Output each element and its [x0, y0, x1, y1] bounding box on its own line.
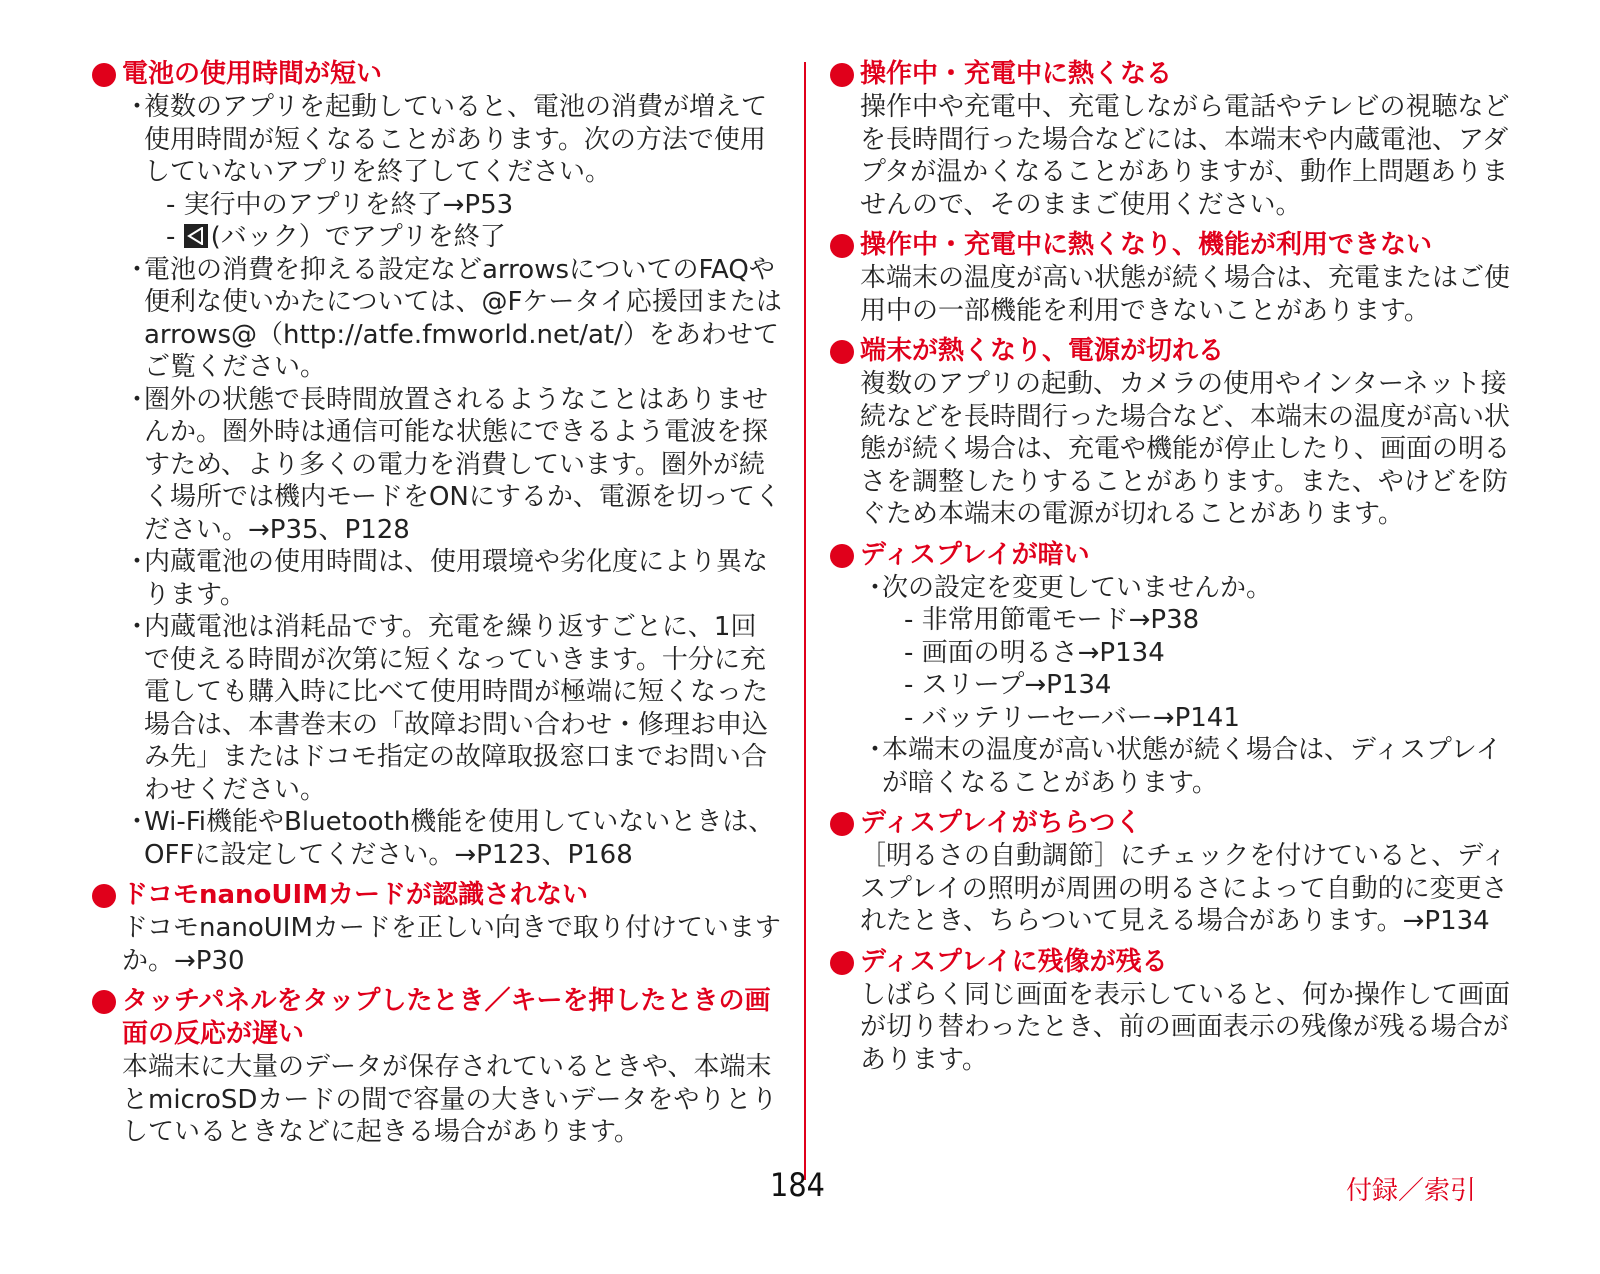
section-body: 本端末の温度が高い状態が続く場合は、充電またはご使用中の一部機能を利用できないことがあります。	[860, 263, 1511, 326]
bullet-dot-icon	[830, 812, 854, 836]
list-item: ・ 本端末の温度が高い状態が続く場合は、ディスプレイが暗くなることがあります。	[862, 735, 1502, 798]
list-item-text: 複数のアプリを起動していると、電池の消費が増えて使用時間が短くなることがあります。次の方法で使用していないアプリを終了してください。	[144, 92, 767, 187]
sub-item: - 画面の明るさ→P134	[904, 637, 1165, 668]
sub-item: - 非常用節電モード→P38	[904, 605, 1200, 635]
bullet-dot-icon	[92, 63, 116, 87]
section-body: 操作中や充電中、充電しながら電話やテレビの視聴などを長時間行った場合などには、本端末や内蔵電池、アダプタが温かくなることがありますが、動作上問題ありませんので、そのままご使用ください。	[860, 92, 1510, 220]
heading-text: 操作中・充電中に熱くなり、機能が利用できない	[860, 230, 1433, 260]
list-item: ・ 内蔵電池の使用時間は、使用環境や劣化度により異なります。	[124, 547, 769, 610]
bullet-dot-icon	[830, 63, 854, 87]
section-body: しばらく同じ画面を表示していると、何か操作して画面が切り替わったとき、前の画面表示の残像が残る場合があります。	[860, 979, 1511, 1075]
sub-item: - スリープ→P134	[904, 670, 1112, 700]
heading-text: 電池の使用時間が短い	[122, 59, 383, 89]
list-item-text: 本端末の温度が高い状態が続く場合は、ディスプレイが暗くなることがあります。	[882, 735, 1502, 798]
bullet-dot-icon	[92, 884, 116, 908]
section-heading	[830, 58, 1520, 91]
bullet-dot-icon	[830, 340, 854, 364]
right-column	[830, 58, 1520, 1084]
left-column	[92, 58, 782, 1157]
list-item-text: 圏外の状態で長時間放置されるようなことはありませんか。圏外時は通信可能な状態にできるよう電波を探すため、より多くの電力を消費しています。圏外が続く場所では機内モードをONにするか、電源を切ってください。→P35、P128	[144, 384, 781, 545]
section-heading	[830, 807, 1520, 840]
bullet-dot-icon	[830, 951, 854, 975]
bullet-dot-icon	[92, 990, 116, 1014]
heading-text: ディスプレイが暗い	[860, 539, 1090, 570]
section-body: ［明るさの自動調節］にチェックを付けていると、ディスプレイの照明が周囲の明るさによって自動的に変更されたとき、ちらついて見える場合があります。→P134	[860, 841, 1508, 936]
heading-text: ディスプレイがちらつく	[860, 808, 1142, 838]
section-heading	[830, 335, 1520, 368]
sub-prefix: -	[166, 222, 184, 252]
list-item-text: 電池の消費を抑える設定などarrowsについてのFAQや便利な使いかたについては、@Fケータイ応援団またはarrows@（http://atfe.fmworld.net/at/）をあわせてご覧ください。	[144, 254, 782, 382]
heading-text: ドコモnanoUIMカードが認識されない	[122, 880, 589, 910]
list-item: ・ 内蔵電池は消耗品です。充電を繰り返すごとに、1回で使える時間が次第に短くなっていきます。十分に充電しても購入時に比べて使用時間が極端に短くなった場合は、本書巻末の「故障お問い合わせ・修理お申込み先」またはドコモ指定の故障取扱窓口までお問い合わせください。	[124, 612, 769, 805]
section-body: ドコモnanoUIMカードを正しい向きで取り付けていますか。→P30	[122, 913, 781, 976]
section-body: 複数のアプリの起動、カメラの使用やインターネット接続などを長時間行った場合など、本端末の温度が高い状態が続く場合は、充電や機能が停止したり、画面の明るさを調整したりすることがあります。また、やけどを防ぐため本端末の電源が切れることがあります。	[860, 369, 1511, 529]
section-heading	[92, 58, 782, 91]
list-item-text: 次の設定を変更していませんか。	[882, 572, 1273, 603]
sub-text: (バック）でアプリを終了	[210, 222, 506, 252]
sub-item: - バッテリーセーバー→P141	[904, 702, 1240, 733]
section-body: 本端末に大量のデータが保存されているときや、本端末とmicroSDカードの間で容量の大きいデータをやりとりしているときなどに起きる場合があります。	[122, 1052, 778, 1147]
footer-section-label: 付録／索引	[1345, 1176, 1476, 1206]
bullet-dot-icon	[830, 544, 854, 568]
list-item: ・ 複数のアプリを起動していると、電池の消費が増えて使用時間が短くなることがあります。次の方法で使用していないアプリを終了してください。 - 実行中のアプリを終了→P53 - (バック）でアプリを終了	[122, 91, 782, 254]
list-item-text: 内蔵電池の使用時間は、使用環境や劣化度により異なります。	[144, 547, 769, 610]
section-heading	[830, 539, 1520, 572]
list-item-text: 内蔵電池は消耗品です。充電を繰り返すごとに、1回で使える時間が次第に短くなっていきます。十分に充電しても購入時に比べて使用時間が極端に短くなった場合は、本書巻末の「故障お問い合わせ・修理お申込み先」またはドコモ指定の故障取扱窓口までお問い合わせください。	[144, 612, 769, 805]
sub-item: - 実行中のアプリを終了→P53	[166, 189, 514, 220]
heading-text: 端末が熱くなり、電源が切れる	[860, 336, 1225, 366]
list-item: ・ 圏外の状態で長時間放置されるようなことはありませんか。圏外時は通信可能な状態にできるよう電波を探すため、より多くの電力を消費しています。圏外が続く場所では機内モードをONにするか、電源を切ってください。→P35、P128	[124, 384, 781, 545]
back-icon	[184, 224, 208, 248]
section-heading	[92, 879, 782, 912]
page-number: 184	[770, 1166, 825, 1204]
section-heading	[92, 985, 782, 1051]
list-item: ・ 次の設定を変更していませんか。 - 非常用節電モード→P38 - 画面の明るさ→P134 - スリープ→P134 - バッテリーセーバー→P141	[860, 572, 1520, 735]
heading-text: ディスプレイに残像が残る	[860, 946, 1168, 977]
column-divider	[804, 62, 806, 1180]
sub-item	[144, 221, 782, 254]
list-item: ・ 電池の消費を抑える設定などarrowsについてのFAQや便利な使いかたについては、@Fケータイ応援団またはarrows@（http://atfe.fmworld.net/at/）をあわせてご覧ください。	[124, 254, 782, 382]
heading-text: タッチパネルをタップしたとき／キーを押したときの画面の反応が遅い	[122, 986, 771, 1049]
list-item: ・ Wi-Fi機能やBluetooth機能を使用していないときは、OFFに設定してください。→P123、P168	[124, 807, 775, 870]
section-heading	[830, 229, 1520, 262]
section-heading	[830, 946, 1520, 979]
list-item-text: Wi-Fi機能やBluetooth機能を使用していないときは、OFFに設定してください。→P123、P168	[144, 807, 775, 870]
bullet-list	[830, 572, 1520, 800]
bullet-dot-icon	[830, 234, 854, 258]
bullet-list	[92, 91, 782, 871]
heading-text: 操作中・充電中に熱くなる	[860, 59, 1173, 89]
